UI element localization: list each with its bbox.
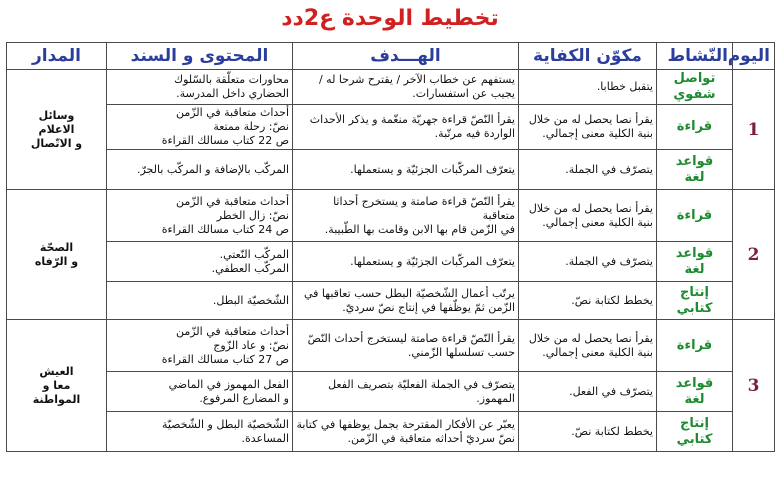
activity-cell-line: تواصل: [673, 71, 716, 86]
goal-cell-line: نصّ سرديّ أحداثه متعاقبة في الزّمن.: [347, 431, 515, 445]
table-header-row: [7, 43, 775, 70]
activity-cell: [657, 372, 733, 412]
activity-cell-line: قواعد: [675, 153, 714, 169]
competency-cell-line: يقرأ نصا يحصل له من خلال: [528, 331, 653, 345]
goal-cell-line: المهموز.: [476, 391, 515, 405]
goal-cell-line: يقرأ النّصّ قراءة صامتة ليستخرج أحداث النّصّ: [307, 331, 515, 345]
table-row: [7, 105, 775, 150]
content-cell-line: نصّ: رحلة ممتعة: [213, 120, 289, 133]
competency-cell-line: يقرأ نصا يحصل له من خلال: [528, 113, 653, 126]
content-cell-line: المركّب بالإضافة و المركّب بالجرّ.: [136, 162, 289, 176]
axis-cell-line: وسائل: [38, 108, 75, 122]
goal-cell-line: يستفهم عن خطاب الآخر / يقترح شرحا له /: [318, 73, 515, 86]
goal-cell-line: يقرأ النّصّ قراءة صامتة و يستخرج أحداثا: [333, 194, 515, 208]
content-cell: [107, 105, 293, 150]
content-cell-line: أحداث متعاقبة في الزّمن: [175, 324, 289, 338]
competency-cell-line: يتقبل خطابا.: [596, 80, 653, 93]
content-cell-line: أحداث متعاقبة في الزّمن: [175, 194, 289, 208]
content-cell-line: ص 27 كتاب مسالك القراءة: [161, 352, 289, 366]
axis-cell-line: الصحّة: [39, 240, 74, 254]
content-cell-line: و المضارع المرفوع.: [199, 391, 289, 405]
content-cell-line: الفعل المهموز في الماضي: [168, 377, 289, 391]
competency-cell-line: يتصرّف في الفعل.: [569, 384, 653, 398]
competency-cell: [519, 105, 657, 150]
activity-cell-line: كتابي: [676, 300, 713, 316]
header-axis: المدار: [7, 43, 107, 70]
activity-cell-line: لغة: [684, 391, 705, 407]
content-cell-line: المركّب العطفي.: [211, 261, 289, 275]
table-row: [7, 372, 775, 412]
competency-cell: [519, 70, 657, 105]
competency-cell: [519, 282, 657, 320]
activity-cell: [657, 242, 733, 282]
competency-cell: [519, 412, 657, 452]
goal-cell: [293, 105, 519, 150]
content-cell: [107, 242, 293, 282]
competency-cell: [519, 150, 657, 190]
table-row: [7, 412, 775, 452]
content-cell-line: الشّخصيّة البطل و الشّخصيّة: [161, 417, 289, 431]
table-body: [7, 70, 775, 452]
competency-cell-line: بنية الكلية معنى إجمالي.: [542, 215, 653, 229]
day-number: 2: [733, 190, 775, 320]
goal-cell: [293, 372, 519, 412]
header-day: اليوم: [733, 43, 775, 70]
goal-cell: [293, 320, 519, 372]
content-cell-line: الحضاري داخل المدرسة.: [176, 87, 289, 100]
goal-cell-line: يقرأ النّصّ قراءة جهريّة منغّمة و يذكر الأحداث: [309, 113, 515, 126]
activity-cell-line: قراءة: [676, 207, 713, 223]
activity-cell-line: قراءة: [676, 337, 713, 353]
competency-cell: [519, 242, 657, 282]
header-goal: الهـــدف: [293, 43, 519, 70]
activity-cell-line: قراءة: [676, 119, 713, 134]
day-number: 1: [733, 70, 775, 190]
activity-cell: [657, 282, 733, 320]
activity-cell-line: لغة: [684, 169, 705, 185]
activity-cell-line: شفوي: [673, 87, 716, 102]
content-cell-line: المساعدة.: [241, 431, 289, 445]
content-cell-line: أحداث متعاقبة في الزّمن: [175, 106, 289, 119]
axis-cell: [7, 70, 107, 190]
table-row: [7, 150, 775, 190]
competency-cell-line: يخطط لكتابة نصّ.: [571, 293, 653, 307]
activity-cell-line: لغة: [684, 261, 705, 277]
activity-cell-line: قواعد: [675, 375, 714, 391]
activity-cell: [657, 320, 733, 372]
content-cell-line: ص 22 كتاب مسالك القراءة: [161, 134, 289, 147]
competency-cell-line: بنية الكلية معنى إجمالي.: [542, 127, 653, 140]
goal-cell: [293, 282, 519, 320]
goal-cell-line: في الزّمن قام بها الابن وقامت بها الطّبيبة.: [324, 222, 515, 236]
goal-cell: [293, 412, 519, 452]
activity-cell-line: إنتاج: [680, 284, 709, 300]
axis-cell-line: و الاتّصال: [30, 136, 83, 150]
header-content: المحتوى و السند: [107, 43, 293, 70]
axis-cell-line: معا و: [42, 378, 71, 392]
header-activity: النّشاط: [657, 43, 733, 70]
activity-cell: [657, 105, 733, 150]
goal-cell-line: يرتّب أعمال الشّخصيّة البطل حسب تعاقبها في: [303, 286, 515, 300]
content-cell: [107, 372, 293, 412]
content-cell: [107, 190, 293, 242]
axis-cell-line: المواطنة: [32, 392, 81, 406]
goal-cell-line: متعاقبة: [482, 208, 515, 222]
table-row: [7, 242, 775, 282]
competency-cell: [519, 320, 657, 372]
competency-cell-line: يخطط لكتابة نصّ.: [571, 424, 653, 438]
competency-cell: [519, 190, 657, 242]
competency-cell: [519, 372, 657, 412]
unit-plan-table: [6, 42, 775, 452]
goal-cell-line: الزّمن ثمّ يوظّفها في إنتاج نصّ سرديّ.: [342, 300, 515, 314]
competency-cell-line: يقرأ نصا يحصل له من خلال: [528, 201, 653, 215]
competency-cell-line: يتصرّف في الجملة.: [565, 254, 653, 268]
content-cell: [107, 320, 293, 372]
content-cell: [107, 412, 293, 452]
competency-cell-line: يتصرّف في الجملة.: [565, 162, 653, 176]
table-row: [7, 282, 775, 320]
content-cell: [107, 70, 293, 105]
table-row: [7, 70, 775, 105]
activity-cell-line: إنتاج: [680, 415, 709, 431]
content-cell-line: المركّب النّعتي.: [219, 247, 289, 261]
header-competency: مكوّن الكفاية: [519, 43, 657, 70]
table-row: [7, 190, 775, 242]
goal-cell: [293, 150, 519, 190]
competency-cell-line: بنية الكلية معنى إجمالي.: [542, 345, 653, 359]
axis-cell: [7, 190, 107, 320]
content-cell-line: محاورات متعلّقة بالسّلوك: [174, 73, 289, 86]
activity-cell: [657, 190, 733, 242]
axis-cell: [7, 320, 107, 452]
activity-cell: [657, 70, 733, 105]
goal-cell-line: يتصرّف في الجملة الفعليّة بتصريف الفعل: [328, 377, 515, 391]
goal-cell-line: يتعرّف المركّبات الجزئيّة و يستعملها.: [350, 254, 515, 268]
content-cell: [107, 282, 293, 320]
axis-cell-line: الاعلام: [38, 122, 75, 136]
goal-cell: [293, 70, 519, 105]
content-cell: [107, 150, 293, 190]
activity-cell: [657, 150, 733, 190]
activity-cell-line: كتابي: [676, 431, 713, 447]
goal-cell-line: يتعرّف المركّبات الجزئيّة و يستعملها.: [350, 162, 515, 176]
goal-cell-line: يجيب عن استفسارات.: [412, 87, 515, 100]
activity-cell-line: قواعد: [675, 245, 714, 261]
goal-cell: [293, 242, 519, 282]
goal-cell-line: يعبّر عن الأفكار المقترحة بجمل يوظفها في كتابة: [296, 417, 515, 431]
axis-cell-line: العيش: [39, 364, 74, 378]
content-cell-line: ص 24 كتاب مسالك القراءة: [161, 222, 289, 236]
page-title: تخطيط الوحدة ع2دد: [281, 6, 499, 31]
axis-cell-line: و الرّفاه: [34, 254, 79, 268]
goal-cell-line: حسب تسلسلها الزّمني.: [407, 345, 515, 359]
content-cell-line: الشّخصيّة البطل.: [212, 293, 289, 307]
table-row: [7, 320, 775, 372]
content-cell-line: نصّ: و عاد الزّوج: [213, 338, 289, 352]
day-number: 3: [733, 320, 775, 452]
goal-cell: [293, 190, 519, 242]
activity-cell: [657, 412, 733, 452]
content-cell-line: نصّ: زال الخطر: [216, 208, 289, 222]
goal-cell-line: الواردة فيه مرتّبة.: [434, 127, 515, 140]
